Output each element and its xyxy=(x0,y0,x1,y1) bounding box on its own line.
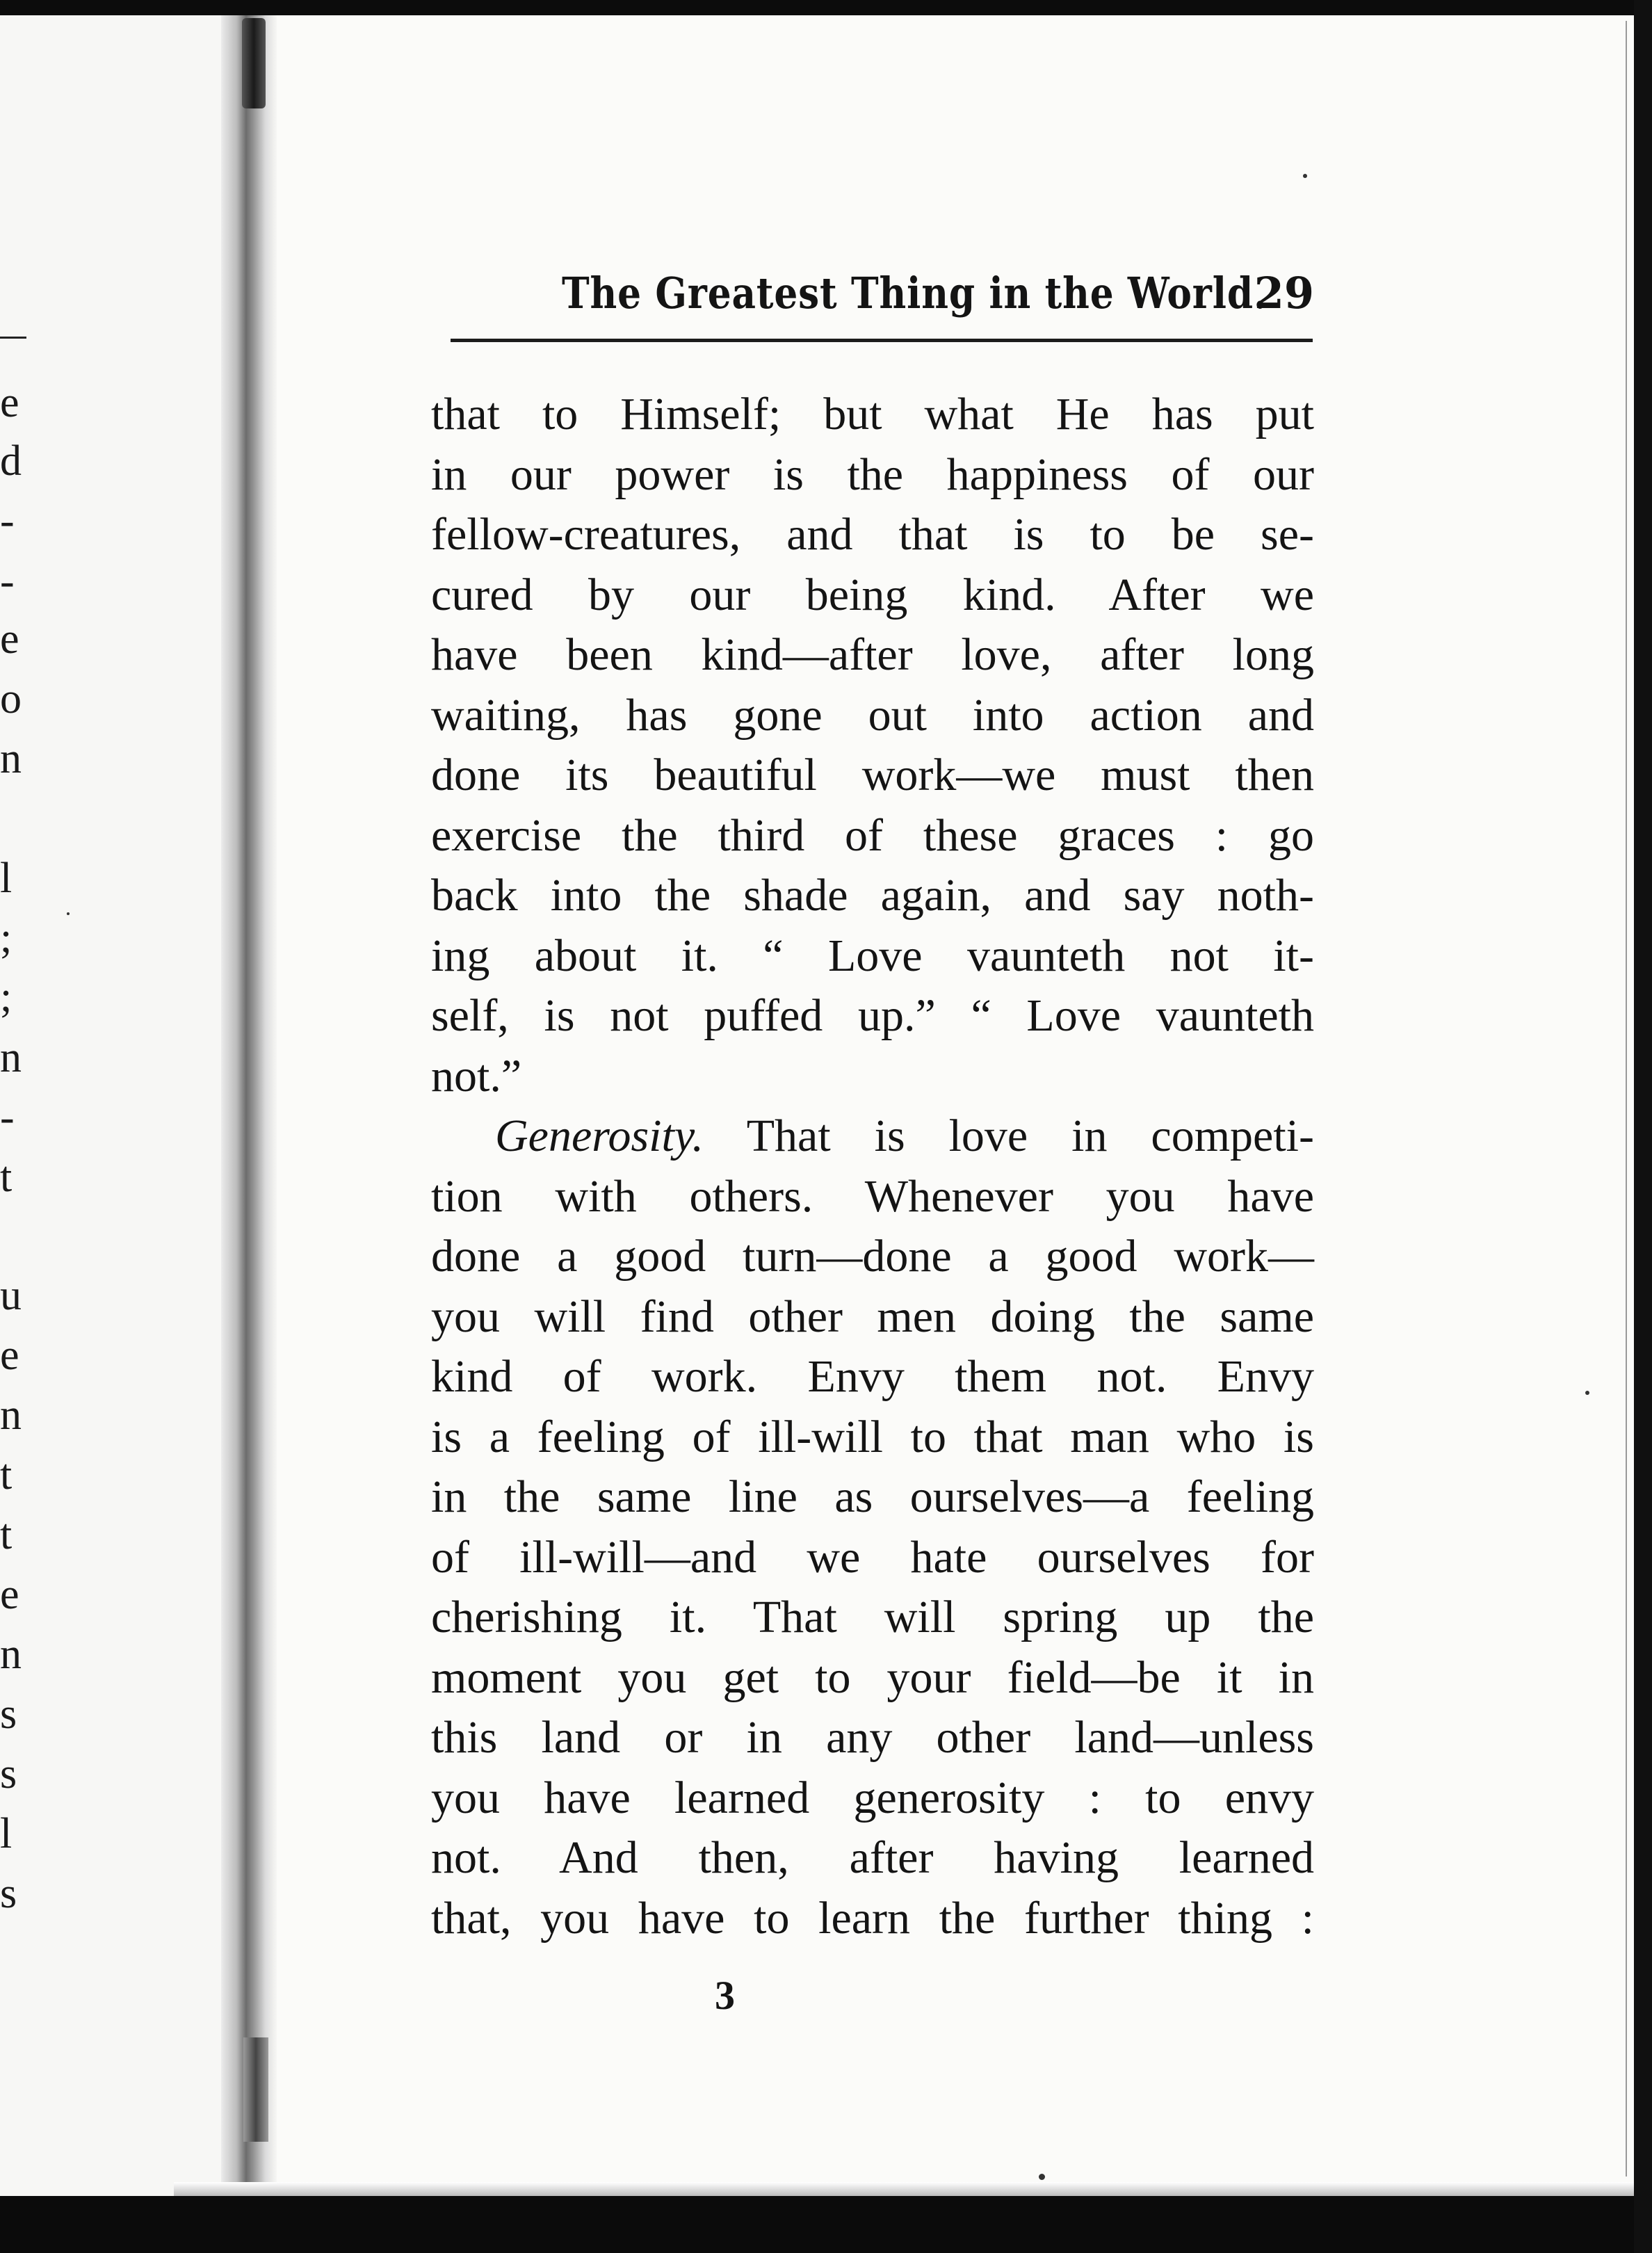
margin-letter: e xyxy=(0,1571,19,1618)
paragraph-first-line xyxy=(431,1106,1314,1167)
margin-letter: t xyxy=(0,1511,13,1558)
margin-letter: o xyxy=(0,675,22,722)
page-bottom-edge xyxy=(174,2182,1652,2196)
margin-letter: n xyxy=(0,735,22,782)
text-line: in the same line as ourselves—a feeling xyxy=(431,1471,1314,1522)
text-line: exercise the third of these graces : go xyxy=(431,809,1314,861)
paper-speck xyxy=(1039,2174,1045,2180)
text-line: self, is not puffed up.” “ Love vaunteth xyxy=(431,990,1314,1041)
margin-letter: s xyxy=(0,1870,17,1917)
text-line: ing about it. “ Love vaunteth not it- xyxy=(431,930,1314,981)
text-line: is a feeling of ill-will to that man who is xyxy=(431,1411,1314,1462)
text-line: waiting, has gone out into action and xyxy=(431,689,1314,741)
running-header xyxy=(451,268,1314,323)
header-rule xyxy=(451,339,1313,342)
first-line-rest: That is love in competi- xyxy=(704,1111,1314,1161)
text-line: that, you have to learn the further thing : xyxy=(431,1892,1314,1944)
text-line: not. And then, after having learned xyxy=(431,1832,1314,1883)
scan-top-border xyxy=(0,0,1652,15)
text-line: in our power is the happiness of our xyxy=(431,449,1314,500)
text-line: moment you get to your field—be it in xyxy=(431,1652,1314,1703)
page-number: 29 xyxy=(1254,268,1314,318)
margin-letter: e xyxy=(0,615,19,663)
paper-speck xyxy=(1585,1391,1589,1395)
text-line: cherishing it. That will spring up the xyxy=(431,1592,1314,1642)
margin-letter: u xyxy=(0,1272,22,1319)
text-line: kind of work. Envy them not. Envy xyxy=(431,1351,1314,1402)
text-line: have been kind—after love, after long xyxy=(431,629,1314,680)
text-line: done its beautiful work—we must then xyxy=(431,750,1314,800)
gutter-shadow-top xyxy=(242,18,266,108)
margin-letter: e xyxy=(0,1332,19,1379)
scan-bottom-border xyxy=(0,2196,1652,2253)
left-page-margin-letters xyxy=(0,0,28,2253)
paper-speck xyxy=(1303,174,1307,178)
margin-letter: s xyxy=(0,1690,17,1738)
text-line: back into the shade again, and say noth- xyxy=(431,870,1314,921)
gutter-shadow-bottom xyxy=(243,2037,268,2142)
body-text xyxy=(431,385,1314,1948)
margin-letter: d xyxy=(0,437,22,485)
paper-speck xyxy=(67,912,70,915)
text-line: you will find other men doing the same xyxy=(431,1291,1314,1342)
left-facing-page xyxy=(0,15,236,2196)
margin-letter: e xyxy=(0,379,19,426)
text-line: you have learned generosity : to envy xyxy=(431,1772,1314,1823)
page-right-edge xyxy=(1626,21,1627,2177)
margin-letter: ; xyxy=(0,974,13,1021)
signature-mark: 3 xyxy=(715,1973,735,2018)
margin-letter: n xyxy=(0,1391,22,1439)
text-line: of ill-will—and we hate ourselves for xyxy=(431,1531,1314,1583)
book-gutter xyxy=(221,15,277,2196)
margin-letter: s xyxy=(0,1750,17,1798)
margin-letter: ; xyxy=(0,914,13,962)
italic-term: Generosity. xyxy=(495,1111,704,1161)
margin-letter: t xyxy=(0,1154,13,1201)
text-line: not.” xyxy=(431,1050,522,1101)
text-line: tion with others. Whenever you have xyxy=(431,1170,1314,1222)
text-line: fellow-creatures, and that is to be se- xyxy=(431,509,1314,560)
margin-letter: - xyxy=(0,497,15,544)
margin-letter: n xyxy=(0,1631,22,1678)
margin-letter: l xyxy=(0,1810,13,1857)
running-title: The Greatest Thing in the World. xyxy=(562,268,1268,318)
text-line: that to Himself; but what He has put xyxy=(431,389,1314,439)
text-line: cured by our being kind. After we xyxy=(431,569,1314,620)
margin-letter: - xyxy=(0,1094,15,1141)
margin-letter: - xyxy=(0,558,15,605)
margin-letter: t xyxy=(0,1451,13,1499)
text-line: this land or in any other land—unless xyxy=(431,1712,1314,1763)
margin-letter: n xyxy=(0,1034,22,1081)
scan-right-border xyxy=(1634,0,1652,2253)
margin-letter: l xyxy=(0,855,13,902)
text-line: done a good turn—done a good work— xyxy=(431,1231,1314,1282)
